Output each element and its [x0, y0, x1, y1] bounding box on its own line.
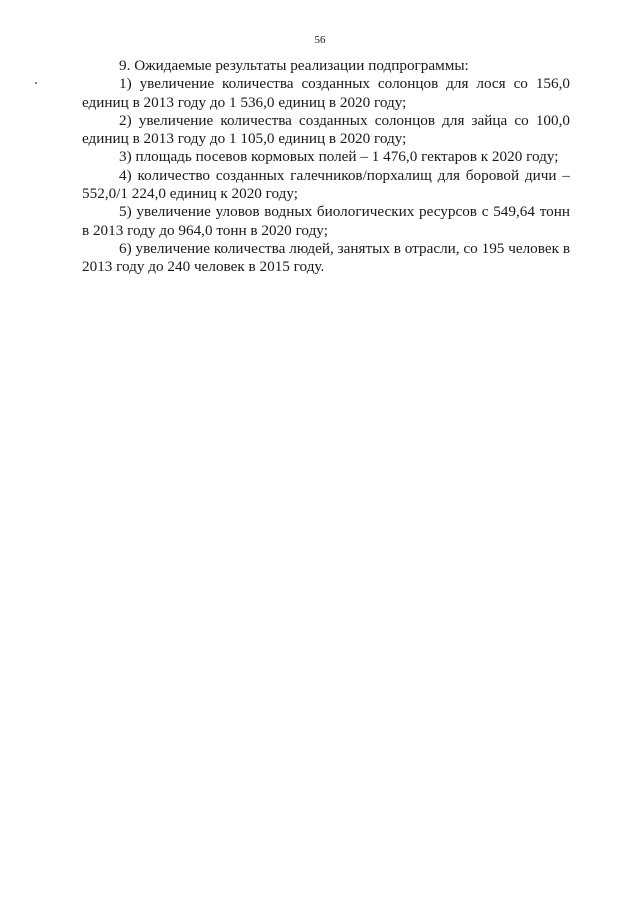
page-number: 56	[314, 34, 326, 46]
section-heading: 9. Ожидаемые результаты реализации подпрограммы:	[119, 57, 469, 74]
result-item-6: 6) увеличение количества людей, занятых в отрасли, со 195 человек в 2013 году до 240 человек в 2015 году.	[82, 239, 570, 276]
result-item-4: 4) количество созданных галечников/порхалищ для боровой дичи – 552,0/1 224,0 единиц к 2020 году;	[82, 166, 570, 203]
result-item-1: 1) увеличение количества созданных солонцов для лося со 156,0 единиц в 2013 году до 1 536,0 единиц в 2020 году;	[82, 75, 570, 111]
document-body	[82, 57, 570, 277]
result-item-5: 5) увеличение уловов водных биологических ресурсов с 549,64 тонн в 2013 году до 964,0 тонн в 2020 году;	[82, 203, 570, 239]
result-item-3: 3) площадь посевов кормовых полей – 1 476,0 гектаров к 2020 году;	[119, 148, 559, 166]
result-item-2: 2) увеличение количества созданных солонцов для зайца со 100,0 единиц в 2013 году до 1 105,0 единиц в 2020 году;	[82, 111, 570, 148]
scan-artifact	[35, 82, 37, 84]
